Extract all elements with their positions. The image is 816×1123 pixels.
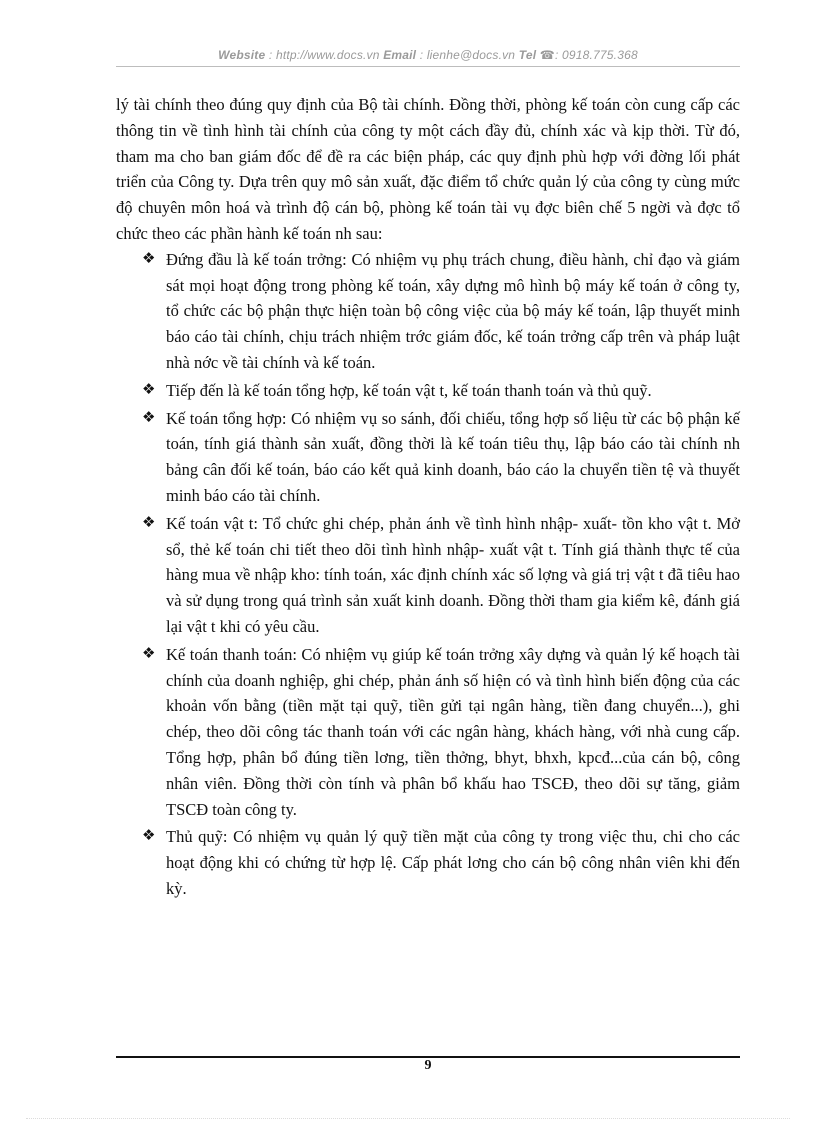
website-label: Website — [218, 48, 266, 62]
page-header — [116, 48, 740, 62]
website-url[interactable]: : http://www.docs.vn — [268, 48, 380, 62]
tel-value: : 0918.775.368 — [554, 48, 638, 62]
intro-paragraph: lý tài chính theo đúng quy định của Bộ tài chính. Đồng thời, phòng kế toán còn cung cấp các thông tin về tình hình tài chính của công ty một cách đầy đủ, chính xác và kịp thời. Từ đó, tham ma cho ban giám đốc để đề ra các biện pháp, các quy định phù hợp với đờng lối phát triển của Công ty. Dựa trên quy mô sản xuất, đặc điểm tổ chức quản lý của công ty cùng mức độ chuyên môn hoá và trình độ cán bộ, phòng kế toán tài vụ đợc biên chế 5 ngời và đợc tổ chức theo các phần hành kế toán nh sau: — [116, 95, 740, 243]
four-diamond-icon: ❖ — [142, 826, 156, 845]
bullet-text: Kế toán tổng hợp: Có nhiệm vụ so sánh, đối chiếu, tổng hợp số liệu từ các bộ phận kế toán, tính giá thành sản xuất, đồng thời là kế toán tiêu thụ, lập báo cáo tài chính nh bảng cân đối kế toán, báo cáo kết quả kinh doanh, báo cáo la chuyển tiền tệ và thuyết minh báo cáo tài chính. — [166, 408, 740, 505]
document-body — [116, 92, 740, 904]
four-diamond-icon: ❖ — [142, 512, 156, 531]
bullet-item-chief-accountant — [116, 247, 740, 376]
email-value[interactable]: : lienhe@docs.vn — [419, 48, 516, 62]
bullet-text: Đứng đầu là kế toán trởng: Có nhiệm vụ phụ trách chung, điều hành, chỉ đạo và giám sát mọi hoạt động trong phòng kế toán, xây dựng mô hình bộ máy kế toán ở công ty, tổ chức các bộ phận thực hiện toàn bộ công việc của bộ máy kế toán, lập thuyết minh báo cáo tài chính, chịu trách nhiệm trớc giám đốc, kế toán trởng cấp trên và pháp luật nhà nớc về tài chính và kế toán. — [166, 249, 740, 372]
bullet-item-treasurer — [116, 824, 740, 901]
bullet-item-general-accountant — [116, 406, 740, 509]
bullet-text: Kế toán thanh toán: Có nhiệm vụ giúp kế toán trởng xây dựng và quản lý kế hoạch tài chính của doanh nghiệp, ghi chép, phản ánh số hiện có và tình hình biến động của các khoản vốn bằng (tiền mặt tại quỹ, tiền gửi tại ngân hàng, tiền đang chuyển...), ghi chép, theo dõi công tác thanh toán với các ngân hàng, khách hàng, với nhà cung cấp. Tổng hợp, phân bổ đúng tiền lơng, tiền thởng, bhyt, bhxh, kpcđ...của cán bộ, công nhân viên. Đồng thời còn tính và phân bổ khấu hao TSCĐ, theo dõi sự tăng, giảm TSCĐ toàn công ty. — [166, 644, 740, 819]
four-diamond-icon: ❖ — [142, 643, 156, 662]
bullet-item-materials-accountant — [116, 511, 740, 640]
bullet-item-payment-accountant — [116, 642, 740, 823]
four-diamond-icon: ❖ — [142, 248, 156, 267]
bullet-text: Kế toán vật t: Tổ chức ghi chép, phản ánh về tình hình nhập- xuất- tồn kho vật t. Mở sổ, thẻ kế toán chi tiết theo dõi tình hình nhập- xuất vật t. Tính giá thành thực tế của hàng mua về nhập kho: tính toán, xác định chính xác số lợng và giá trị vật t đã tiêu hao và sử dụng trong quá trình sản xuất kinh doanh. Đồng thời tham gia kiểm kê, đánh giá lại vật t khi có yêu cầu. — [166, 513, 740, 636]
bullet-text: Thủ quỹ: Có nhiệm vụ quản lý quỹ tiền mặt của công ty trong việc thu, chi cho các hoạt động khi có chứng từ hợp lệ. Cấp phát lơng cho cán bộ công nhân viên khi đến kỳ. — [166, 827, 740, 898]
four-diamond-icon: ❖ — [142, 379, 156, 398]
bullet-item-overview — [116, 378, 740, 404]
page-number: 9 — [424, 1058, 432, 1070]
bullet-text: Tiếp đến là kế toán tổng hợp, kế toán vật t, kế toán thanh toán và thủ quỹ. — [166, 380, 652, 400]
email-label: Email — [383, 48, 417, 62]
header-divider — [116, 66, 740, 67]
page-bottom-dotted-line — [26, 1118, 790, 1119]
phone-icon: ☎ — [539, 48, 555, 62]
four-diamond-icon: ❖ — [142, 407, 156, 426]
tel-label: Tel — [518, 48, 537, 62]
